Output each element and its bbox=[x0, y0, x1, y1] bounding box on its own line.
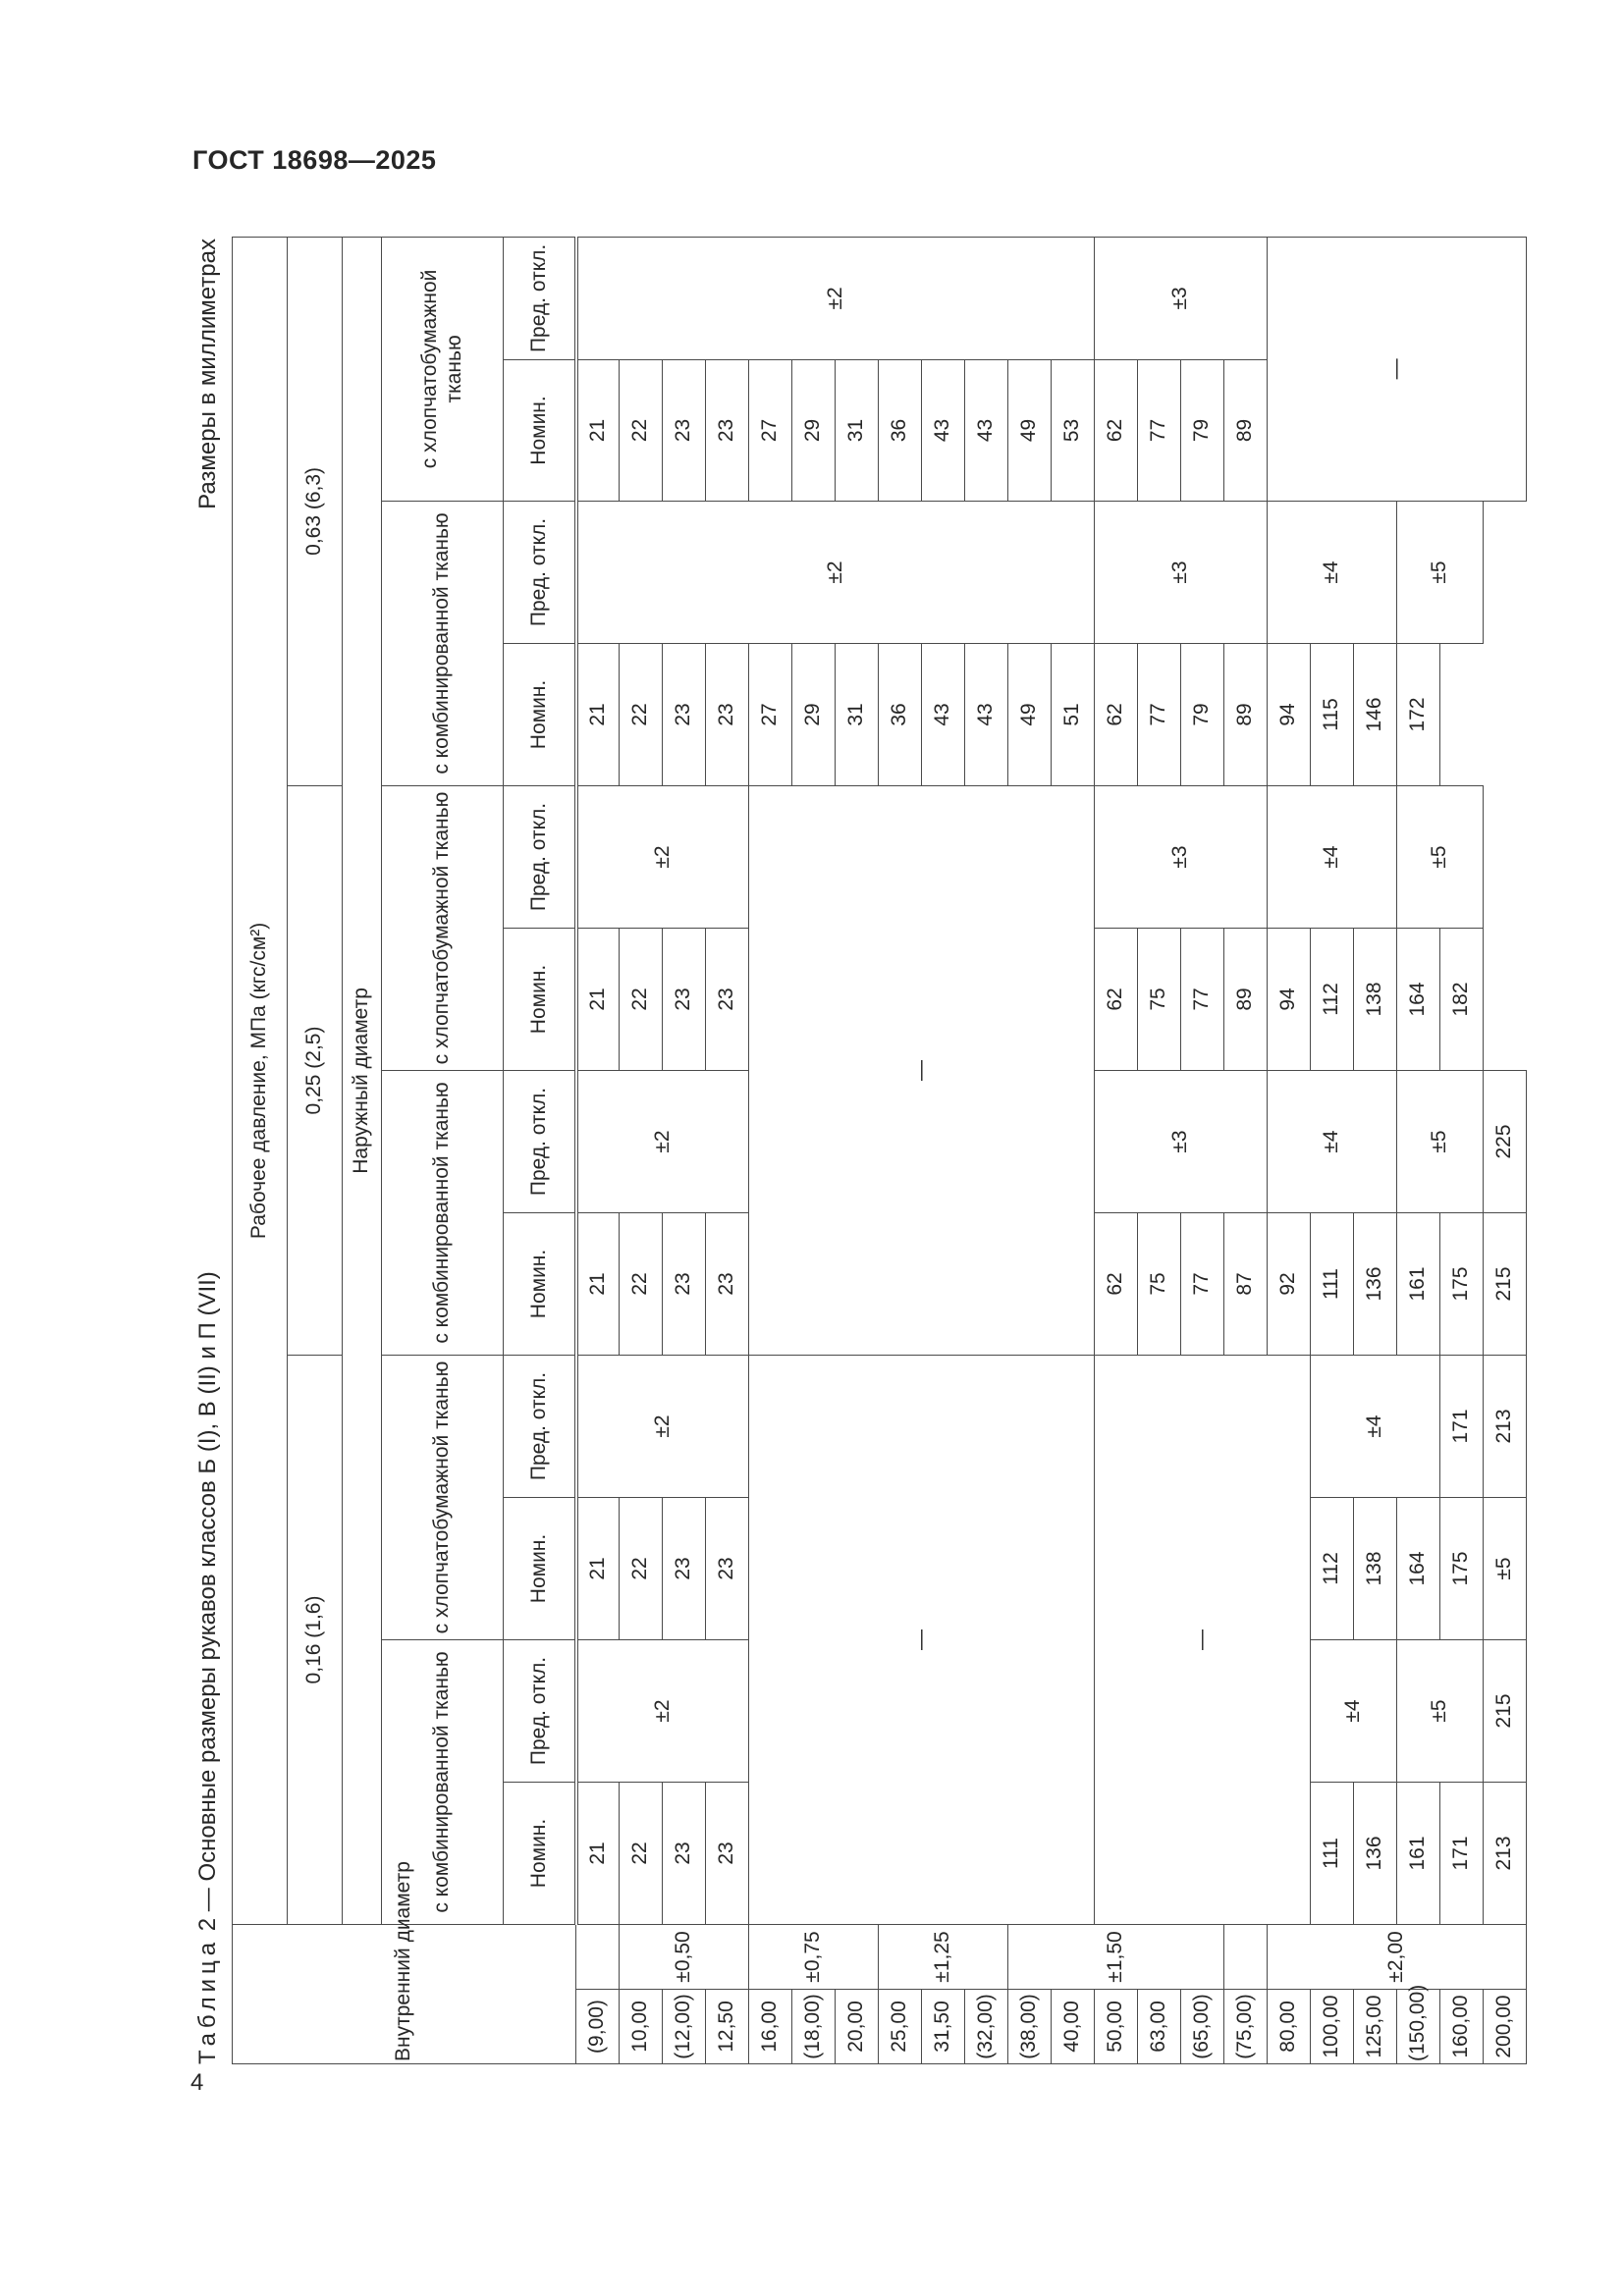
outer-nominal-cell: 79 bbox=[1181, 643, 1224, 785]
outer-nominal-cell: 164 bbox=[1397, 1497, 1440, 1639]
combined-fabric-header: с комбинированной тканью bbox=[382, 1639, 504, 1924]
outer-nominal-cell: 171 bbox=[1440, 1782, 1484, 1924]
outer-nominal-cell: 115 bbox=[1311, 643, 1354, 785]
tolerance-cell: ±4 bbox=[1311, 1355, 1440, 1497]
outer-nominal-cell: 136 bbox=[1354, 1212, 1397, 1355]
outer-nominal-cell: 111 bbox=[1311, 1782, 1354, 1924]
pressure-header-2: 0,25 (2,5) bbox=[288, 785, 343, 1355]
cotton-paper-fabric-header: с хлопчатобумажной тканью bbox=[382, 237, 504, 501]
row-nominal: 100,00 bbox=[1311, 1990, 1354, 2064]
caption-text: 2 — Основные размеры рукавов классов Б (I), В (II) и П (VII) bbox=[194, 1271, 221, 1938]
nominal-header: Номин. bbox=[504, 1782, 576, 1924]
outer-nominal-cell: 164 bbox=[1397, 928, 1440, 1070]
inner-diameter-header: Внутренний диаметр bbox=[233, 1924, 576, 2063]
outer-nominal-cell: 23 bbox=[663, 928, 706, 1070]
outer-nominal-cell: 22 bbox=[620, 643, 663, 785]
outer-nominal-cell: 89 bbox=[1224, 359, 1268, 501]
outer-nominal-cell: 215 bbox=[1484, 1639, 1527, 1782]
outer-nominal-cell: 21 bbox=[576, 928, 620, 1070]
inner-tolerance-cell: ±1,25 bbox=[879, 1924, 1008, 1989]
tolerance-cell: ±2 bbox=[576, 501, 1095, 643]
outer-nominal-cell: 23 bbox=[706, 1497, 749, 1639]
row-nominal: 125,00 bbox=[1354, 1990, 1397, 2064]
table-caption bbox=[190, 1271, 226, 2064]
outer-nominal-cell: 213 bbox=[1484, 1782, 1527, 1924]
table-row bbox=[1397, 237, 1440, 2063]
outer-nominal-cell: 21 bbox=[576, 1497, 620, 1639]
outer-nominal-cell: 31 bbox=[836, 643, 879, 785]
row-nominal: (150,00) bbox=[1397, 1990, 1440, 2064]
deviation-header: Пред. откл. bbox=[504, 785, 576, 928]
cotton-paper-fabric-header: с хлопчатобумажной тканью bbox=[382, 785, 504, 1070]
tolerance-cell: ±5 bbox=[1397, 501, 1484, 643]
row-nominal: 20,00 bbox=[836, 1990, 879, 2064]
outer-nominal-cell: 43 bbox=[965, 643, 1008, 785]
dimensions-table bbox=[232, 237, 1527, 2064]
outer-nominal-cell: 136 bbox=[1354, 1782, 1397, 1924]
inner-tolerance-cell: ±0,75 bbox=[749, 1924, 879, 1989]
tolerance-cell: ±2 bbox=[576, 237, 1095, 359]
tolerance-cell: ±5 bbox=[1484, 1497, 1527, 1639]
working-pressure-header: Рабочее давление, МПа (кгс/см²) bbox=[233, 237, 288, 1924]
outer-nominal-cell: 79 bbox=[1181, 359, 1224, 501]
outer-nominal-cell: 21 bbox=[576, 359, 620, 501]
dash-cell: — bbox=[749, 1355, 1095, 1924]
outer-nominal-cell: 22 bbox=[620, 928, 663, 1070]
outer-nominal-cell: 27 bbox=[749, 359, 792, 501]
nominal-header: Номин. bbox=[504, 1212, 576, 1355]
caption-prefix: Таблица bbox=[194, 1937, 221, 2064]
outer-nominal-cell: 23 bbox=[706, 928, 749, 1070]
outer-nominal-cell: 92 bbox=[1268, 1212, 1311, 1355]
outer-nominal-cell: 62 bbox=[1095, 1212, 1138, 1355]
row-nominal: (32,00) bbox=[965, 1990, 1008, 2064]
outer-nominal-cell: 23 bbox=[706, 1782, 749, 1924]
tolerance-cell: ±4 bbox=[1268, 785, 1397, 928]
outer-nominal-cell: 22 bbox=[620, 1212, 663, 1355]
deviation-header: Пред. откл. bbox=[504, 1639, 576, 1782]
outer-nominal-cell: 62 bbox=[1095, 928, 1138, 1070]
row-nominal: 31,50 bbox=[922, 1990, 965, 2064]
row-nominal: 50,00 bbox=[1095, 1990, 1138, 2064]
outer-nominal-cell: 171 bbox=[1440, 1355, 1484, 1497]
combined-fabric-header: с комбинированной тканью bbox=[382, 501, 504, 785]
table-row bbox=[1095, 237, 1138, 2063]
outer-nominal-cell: 23 bbox=[663, 643, 706, 785]
table-row bbox=[1484, 237, 1527, 2063]
outer-nominal-cell: 23 bbox=[706, 359, 749, 501]
deviation-header: Пред. откл. bbox=[504, 237, 576, 359]
outer-nominal-cell: 23 bbox=[663, 1212, 706, 1355]
tolerance-cell: ±2 bbox=[576, 1355, 749, 1497]
outer-nominal-cell: 23 bbox=[663, 359, 706, 501]
row-nominal: 12,50 bbox=[706, 1990, 749, 2064]
tolerance-cell: ±2 bbox=[576, 1639, 749, 1782]
outer-nominal-cell: 23 bbox=[706, 1212, 749, 1355]
row-nominal: 160,00 bbox=[1440, 1990, 1484, 2064]
row-nominal: (18,00) bbox=[792, 1990, 836, 2064]
outer-nominal-cell: 77 bbox=[1138, 643, 1181, 785]
outer-nominal-cell: 175 bbox=[1440, 1212, 1484, 1355]
dash-cell: — bbox=[1095, 1355, 1311, 1924]
nominal-header: Номин. bbox=[504, 1497, 576, 1639]
outer-nominal-cell: 94 bbox=[1268, 643, 1311, 785]
row-nominal: (75,00) bbox=[1224, 1990, 1268, 2064]
table-row bbox=[576, 237, 620, 2063]
row-nominal: (9,00) bbox=[576, 1990, 620, 2064]
outer-nominal-cell: 53 bbox=[1052, 359, 1095, 501]
outer-nominal-cell: 21 bbox=[576, 1212, 620, 1355]
outer-nominal-cell: 29 bbox=[792, 359, 836, 501]
dash-cell: — bbox=[749, 785, 1095, 1355]
outer-nominal-cell: 21 bbox=[576, 643, 620, 785]
outer-nominal-cell: 89 bbox=[1224, 928, 1268, 1070]
outer-nominal-cell: 22 bbox=[620, 359, 663, 501]
outer-nominal-cell: 49 bbox=[1008, 359, 1052, 501]
outer-nominal-cell: 77 bbox=[1181, 928, 1224, 1070]
tolerance-cell: ±3 bbox=[1095, 785, 1268, 928]
outer-nominal-cell: 43 bbox=[922, 643, 965, 785]
nominal-header: Номин. bbox=[504, 928, 576, 1070]
tolerance-cell: ±3 bbox=[1095, 1070, 1268, 1212]
tolerance-cell: ±3 bbox=[1095, 237, 1268, 359]
tolerance-cell: ±4 bbox=[1311, 1639, 1397, 1782]
outer-nominal-cell: 21 bbox=[576, 1782, 620, 1924]
row-nominal: (65,00) bbox=[1181, 1990, 1224, 2064]
row-nominal: 80,00 bbox=[1268, 1990, 1311, 2064]
row-nominal: (12,00) bbox=[663, 1990, 706, 2064]
tolerance-cell: ±2 bbox=[576, 1070, 749, 1212]
nominal-header: Номин. bbox=[504, 643, 576, 785]
pressure-header-3: 0,63 (6,3) bbox=[288, 237, 343, 785]
outer-nominal-cell: 112 bbox=[1311, 928, 1354, 1070]
outer-nominal-cell: 62 bbox=[1095, 359, 1138, 501]
outer-nominal-cell: 161 bbox=[1397, 1782, 1440, 1924]
outer-nominal-cell: 23 bbox=[663, 1497, 706, 1639]
tolerance-cell: ±2 bbox=[576, 785, 749, 928]
outer-nominal-cell: 49 bbox=[1008, 643, 1052, 785]
outer-nominal-cell: 43 bbox=[922, 359, 965, 501]
outer-nominal-cell: 87 bbox=[1224, 1212, 1268, 1355]
outer-diameter-header: Наружный диаметр bbox=[343, 237, 382, 1924]
outer-nominal-cell: 77 bbox=[1181, 1212, 1224, 1355]
outer-nominal-cell: 138 bbox=[1354, 928, 1397, 1070]
rotated-table-block bbox=[190, 239, 1516, 2064]
outer-nominal-cell: 175 bbox=[1440, 1497, 1484, 1639]
row-nominal: 40,00 bbox=[1052, 1990, 1095, 2064]
combined-fabric-header: с комбинированной тканью bbox=[382, 1070, 504, 1355]
inner-deviation-empty bbox=[1224, 1924, 1268, 1989]
outer-nominal-cell: 36 bbox=[879, 643, 922, 785]
inner-tolerance-cell: ±1,50 bbox=[1008, 1924, 1224, 1989]
outer-nominal-cell: 111 bbox=[1311, 1212, 1354, 1355]
units-note: Размеры в миллиметрах bbox=[194, 239, 221, 509]
outer-nominal-cell: 43 bbox=[965, 359, 1008, 501]
cotton-paper-fabric-header: с хлопчатобумажной тканью bbox=[382, 1355, 504, 1639]
tolerance-cell: ±4 bbox=[1268, 501, 1397, 643]
outer-nominal-cell: 161 bbox=[1397, 1212, 1440, 1355]
tolerance-cell: ±5 bbox=[1397, 1639, 1484, 1782]
outer-nominal-cell: 182 bbox=[1440, 928, 1484, 1070]
outer-nominal-cell: 94 bbox=[1268, 928, 1311, 1070]
tolerance-cell: ±5 bbox=[1397, 1070, 1484, 1212]
row-nominal: 10,00 bbox=[620, 1990, 663, 2064]
outer-nominal-cell: 225 bbox=[1484, 1070, 1527, 1212]
row-nominal: 25,00 bbox=[879, 1990, 922, 2064]
inner-deviation-empty bbox=[576, 1924, 620, 1989]
dash-cell: — bbox=[1268, 237, 1527, 501]
outer-nominal-cell: 31 bbox=[836, 359, 879, 501]
outer-nominal-cell: 23 bbox=[663, 1782, 706, 1924]
outer-nominal-cell: 22 bbox=[620, 1782, 663, 1924]
outer-nominal-cell: 138 bbox=[1354, 1497, 1397, 1639]
outer-nominal-cell: 27 bbox=[749, 643, 792, 785]
tolerance-cell: ±5 bbox=[1397, 785, 1484, 928]
outer-nominal-cell: 89 bbox=[1224, 643, 1268, 785]
outer-nominal-cell: 22 bbox=[620, 1497, 663, 1639]
outer-nominal-cell: 23 bbox=[706, 643, 749, 785]
outer-nominal-cell: 172 bbox=[1397, 643, 1440, 785]
tolerance-cell: ±3 bbox=[1095, 501, 1268, 643]
page-number: 4 bbox=[190, 2069, 204, 2096]
inner-tolerance-cell: ±2,00 bbox=[1268, 1924, 1527, 1989]
pressure-header-1: 0,16 (1,6) bbox=[288, 1355, 343, 1924]
deviation-header: Пред. откл. bbox=[504, 501, 576, 643]
inner-tolerance-cell: ±0,50 bbox=[620, 1924, 749, 1989]
row-nominal: 63,00 bbox=[1138, 1990, 1181, 2064]
tolerance-cell: ±4 bbox=[1268, 1070, 1397, 1212]
outer-nominal-cell: 36 bbox=[879, 359, 922, 501]
outer-nominal-cell: 75 bbox=[1138, 1212, 1181, 1355]
deviation-header: Пред. откл. bbox=[504, 1070, 576, 1212]
outer-nominal-cell: 62 bbox=[1095, 643, 1138, 785]
outer-nominal-cell: 75 bbox=[1138, 928, 1181, 1070]
row-nominal: 200,00 bbox=[1484, 1990, 1527, 2064]
row-nominal: 16,00 bbox=[749, 1990, 792, 2064]
row-nominal: (38,00) bbox=[1008, 1990, 1052, 2064]
document-header: ГОСТ 18698—2025 bbox=[192, 145, 437, 175]
outer-nominal-cell: 77 bbox=[1138, 359, 1181, 501]
deviation-header: Пред. откл. bbox=[504, 1355, 576, 1497]
outer-nominal-cell: 215 bbox=[1484, 1212, 1527, 1355]
outer-nominal-cell: 51 bbox=[1052, 643, 1095, 785]
outer-nominal-cell: 112 bbox=[1311, 1497, 1354, 1639]
outer-nominal-cell: 213 bbox=[1484, 1355, 1527, 1497]
outer-nominal-cell: 146 bbox=[1354, 643, 1397, 785]
nominal-header: Номин. bbox=[504, 359, 576, 501]
outer-nominal-cell: 29 bbox=[792, 643, 836, 785]
